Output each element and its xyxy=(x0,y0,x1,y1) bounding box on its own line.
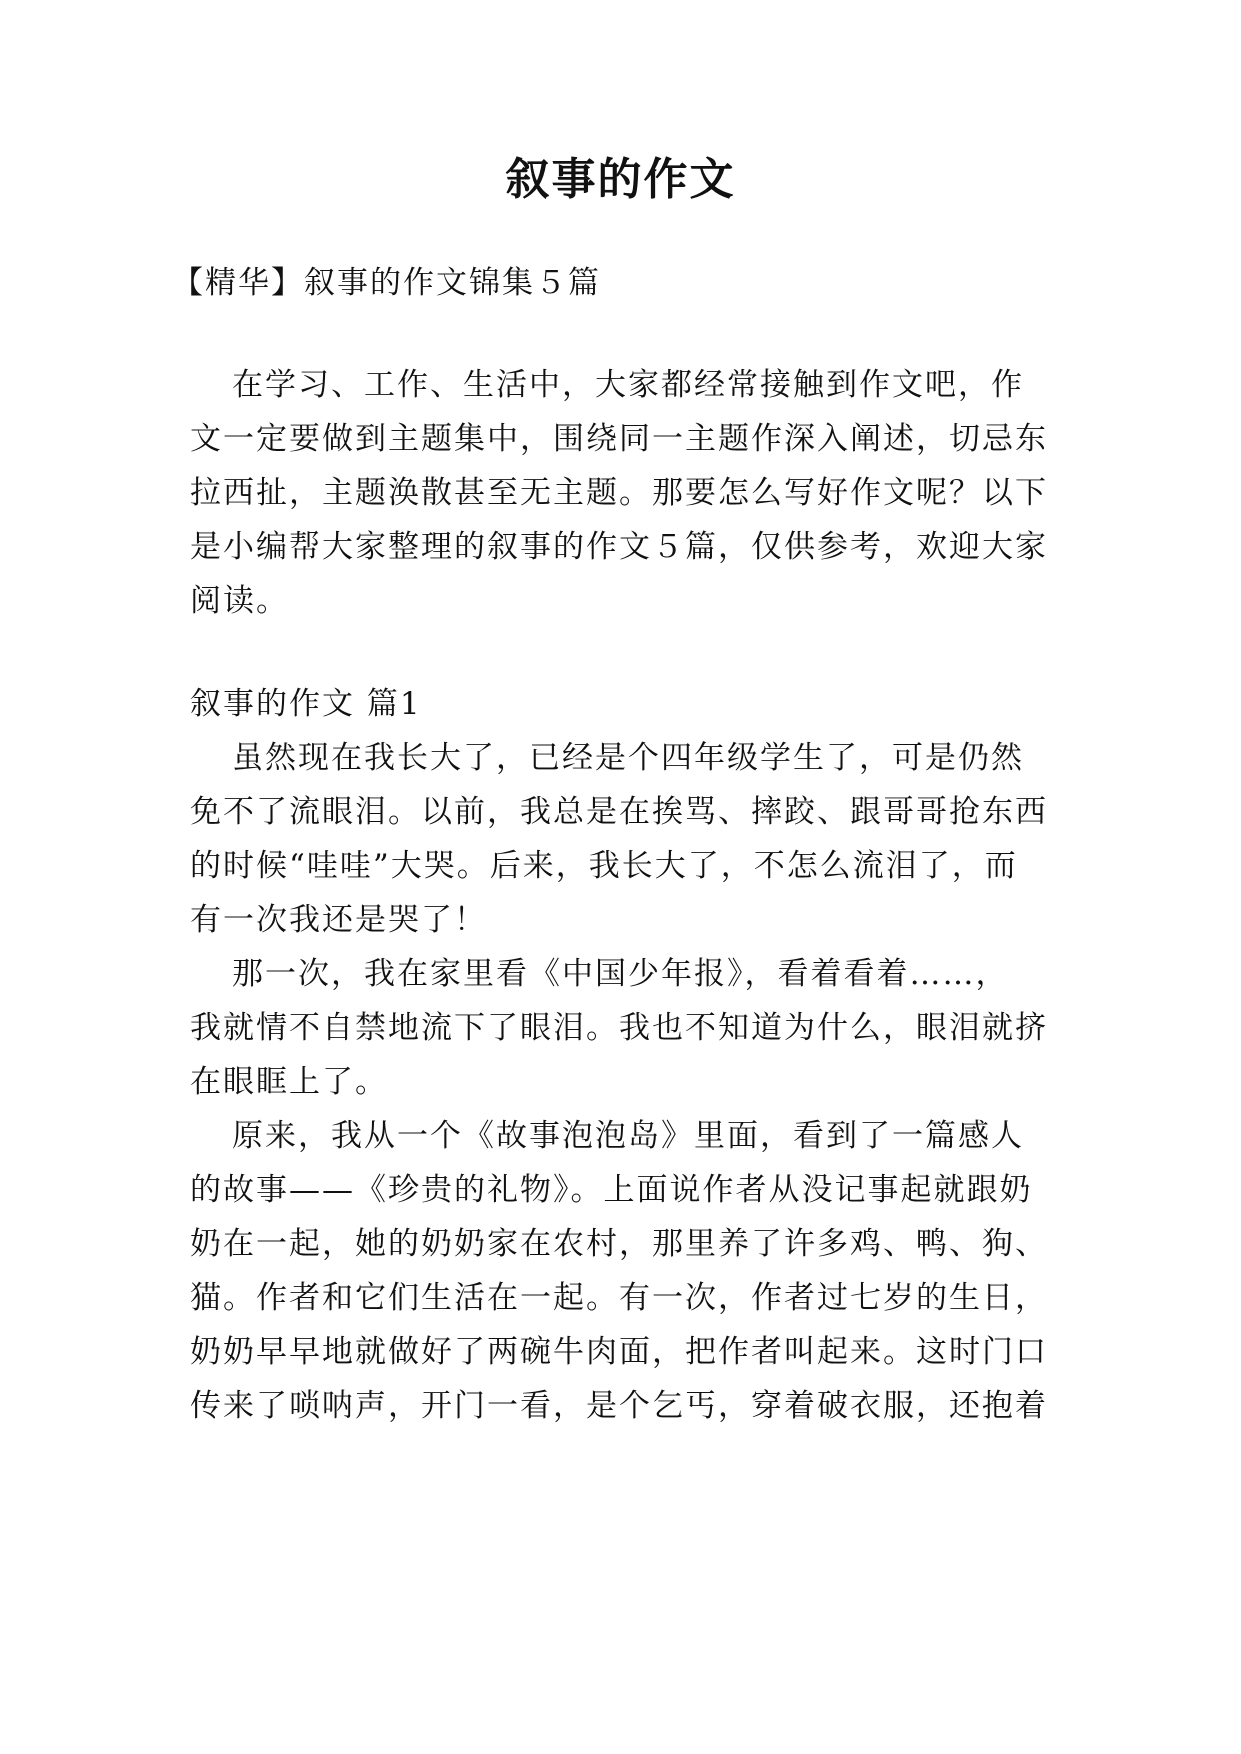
paragraph-line: 的时候“哇哇”大哭。后来，我长大了，不怎么流泪了，而 xyxy=(190,848,1018,884)
paragraph-line: 奶奶早早地就做好了两碗牛肉面，把作者叫起来。这时门口 xyxy=(190,1334,1048,1370)
paragraph-line: 那一次，我在家里看《中国少年报》，看着看着……， xyxy=(232,956,1009,992)
paragraph-line: 猫。作者和它们生活在一起。有一次，作者过七岁的生日， xyxy=(190,1280,1048,1316)
intro-line: 是小编帮大家整理的叙事的作文５篇，仅供参考，欢迎大家 xyxy=(190,529,1048,565)
section-heading: 叙事的作文 篇1 xyxy=(190,686,422,722)
paragraph-line: 有一次我还是哭了！ xyxy=(190,902,487,938)
paragraph-line: 奶在一起，她的奶奶家在农村，那里养了许多鸡、鸭、狗、 xyxy=(190,1226,1048,1262)
document-title: 叙事的作文 xyxy=(505,154,736,205)
document-subtitle: 【精华】叙事的作文锦集５篇 xyxy=(172,265,601,301)
paragraph-line: 的故事——《珍贵的礼物》。上面说作者从没记事起就跟奶 xyxy=(190,1172,1033,1208)
intro-line: 阅读。 xyxy=(190,583,289,619)
paragraph-line: 虽然现在我长大了，已经是个四年级学生了，可是仍然 xyxy=(232,740,1024,776)
intro-line: 文一定要做到主题集中，围绕同一主题作深入阐述，切忌东 xyxy=(190,421,1048,457)
intro-line: 拉西扯，主题涣散甚至无主题。那要怎么写好作文呢？以下 xyxy=(190,475,1048,511)
paragraph-line: 在眼眶上了。 xyxy=(190,1064,388,1100)
paragraph-line: 传来了唢呐声，开门一看，是个乞丐，穿着破衣服，还抱着 xyxy=(190,1388,1048,1424)
paragraph-line: 免不了流眼泪。以前，我总是在挨骂、摔跤、跟哥哥抢东西 xyxy=(190,794,1048,830)
paragraph-line: 原来，我从一个《故事泡泡岛》里面，看到了一篇感人 xyxy=(232,1118,1024,1154)
intro-line: 在学习、工作、生活中，大家都经常接触到作文吧，作 xyxy=(232,367,1024,403)
paragraph-line: 我就情不自禁地流下了眼泪。我也不知道为什么，眼泪就挤 xyxy=(190,1010,1048,1046)
